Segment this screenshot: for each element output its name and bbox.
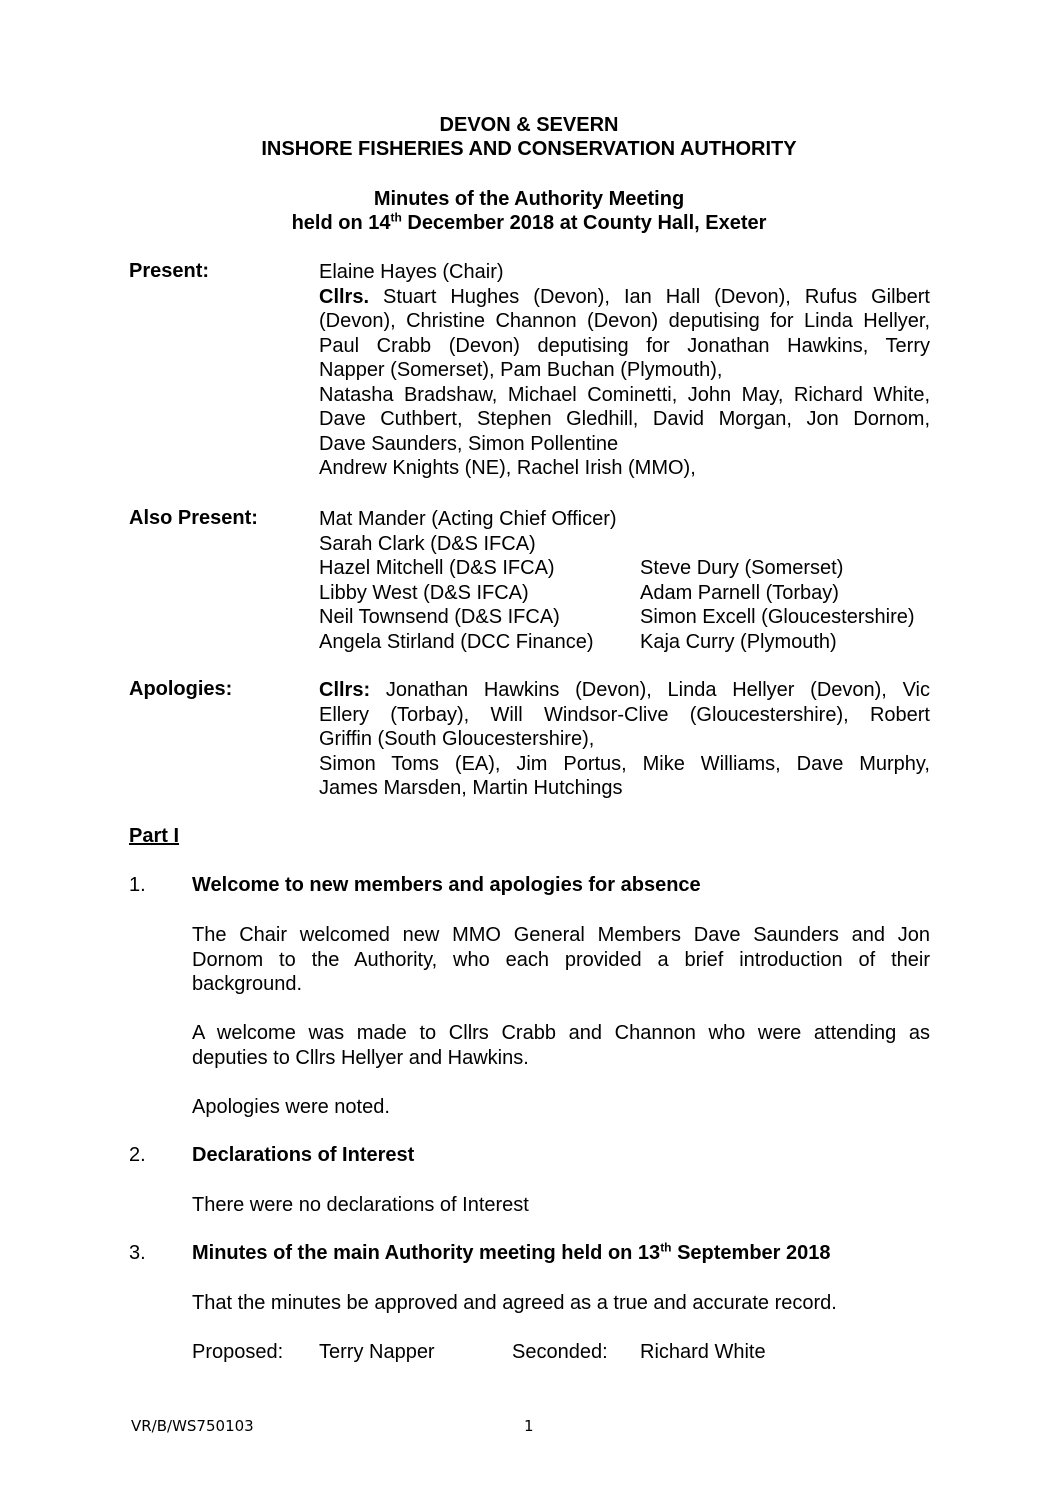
item-paragraph: A welcome was made to Cllrs Crabb and Channon who were attending as deputies to Cllrs Hellyer and Hawkins. (192, 1022, 930, 1069)
attendee: Angela Stirland (DCC Finance) (319, 630, 594, 653)
item-paragraph: The Chair welcomed new MMO General Members Dave Saunders and Jon Dornom to the Authority, who each provided a brief introduction of their background. (192, 924, 930, 995)
present-line: Natasha Bradshaw, Michael Cominetti, John May, Richard White, (319, 383, 930, 406)
present-line: Dave Cuthbert, Stephen Gledhill, David Morgan, Jon Dornom, (319, 408, 930, 430)
attendee: Kaja Curry (Plymouth) (640, 630, 837, 653)
attendee: Libby West (D&S IFCA) (319, 581, 529, 604)
attendee: Neil Townsend (D&S IFCA) (319, 606, 560, 628)
proposed-label: Proposed: (192, 1341, 284, 1363)
apologies-label: Apologies: (129, 678, 233, 700)
present-label: Present: (129, 260, 210, 282)
item-number: 2. (129, 1144, 146, 1166)
present-line: Cllrs. Stuart Hughes (Devon), Ian Hall (Devon), Rufus Gilbert (319, 285, 930, 308)
org-name-line2: INSHORE FISHERIES AND CONSERVATION AUTHORITY (261, 138, 797, 160)
minutes-title: Minutes of the Authority Meeting (373, 188, 685, 210)
attendee: Sarah Clark (D&S IFCA) (319, 532, 536, 555)
present-line: Napper (Somerset), Pam Buchan (Plymouth), (319, 359, 723, 381)
apologies-line: Ellery (Torbay), Will Windsor-Clive (Gloucestershire), Robert (319, 703, 930, 726)
attendee: Adam Parnell (Torbay) (640, 581, 839, 604)
present-line: Andrew Knights (NE), Rachel Irish (MMO), (319, 457, 696, 479)
apologies-list (319, 678, 930, 801)
attendee: Mat Mander (Acting Chief Officer) (319, 508, 617, 530)
proposed-name: Terry Napper (319, 1341, 435, 1363)
also-present-col2 (640, 556, 915, 654)
present-line: (Devon), Christine Channon (Devon) deputising for Linda Hellyer, (319, 310, 930, 332)
item-number: 3. (129, 1242, 146, 1264)
meeting-date-pre: held on 14 (291, 212, 391, 234)
apologies-line: Cllrs: Jonathan Hawkins (Devon), Linda Hellyer (Devon), Vic (319, 679, 930, 701)
also-present-label: Also Present: (129, 507, 258, 529)
present-line: Paul Crabb (Devon) deputising for Jonathan Hawkins, Terry (319, 334, 930, 357)
seconded-name: Richard White (640, 1341, 766, 1363)
meeting-date-line (0, 212, 1058, 235)
present-line: Dave Saunders, Simon Pollentine (319, 432, 619, 455)
present-cllrs-label: Cllrs. (319, 285, 370, 308)
present-list (319, 260, 930, 481)
item-number: 1. (129, 874, 146, 896)
apologies-line: Griffin (South Gloucestershire), (319, 728, 595, 750)
meeting-date-post: December 2018 at County Hall, Exeter (401, 212, 767, 234)
item-heading: Welcome to new members and apologies for absence (192, 874, 701, 896)
apologies-line: James Marsden, Martin Hutchings (319, 777, 623, 799)
item-heading: Minutes of the main Authority meeting held on 13th September 2018 (192, 1240, 831, 1264)
footer-reference: VR/B/WS750103 (131, 1417, 254, 1435)
attendee: Simon Excell (Gloucestershire) (640, 606, 915, 628)
apologies-line: Simon Toms (EA), Jim Portus, Mike Williams, Dave Murphy, (319, 752, 930, 775)
apologies-cllrs-label: Cllrs: (319, 679, 371, 701)
item-paragraph: There were no declarations of Interest (192, 1194, 529, 1216)
meeting-date-sup: th (390, 210, 402, 225)
item-heading: Declarations of Interest (192, 1144, 415, 1166)
attendee: Steve Dury (Somerset) (640, 557, 844, 579)
seconded-label: Seconded: (512, 1341, 608, 1363)
item-paragraph: That the minutes be approved and agreed as a true and accurate record. (192, 1292, 837, 1314)
item-paragraph: Apologies were noted. (192, 1096, 390, 1118)
page-number: 1 (524, 1417, 534, 1435)
present-chair: Elaine Hayes (Chair) (319, 261, 504, 283)
org-name-line1: DEVON & SEVERN (439, 114, 619, 136)
part-heading: Part I (129, 825, 180, 847)
attendee: Hazel Mitchell (D&S IFCA) (319, 557, 555, 579)
